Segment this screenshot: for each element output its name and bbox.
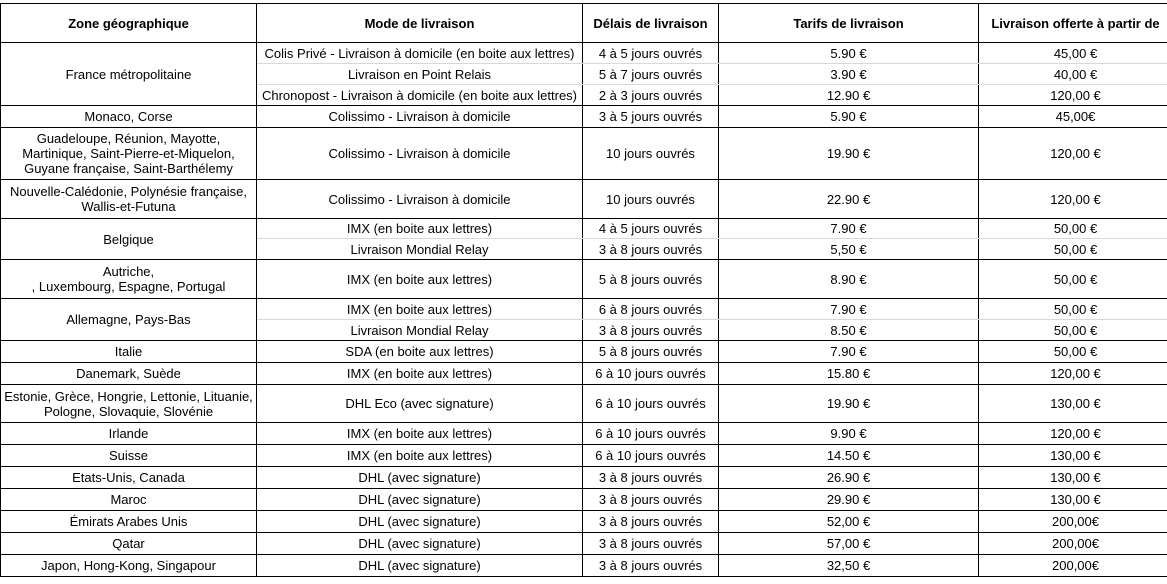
delai-cell: 6 à 8 jours ouvrés — [583, 299, 719, 320]
tarif-cell: 3.90 € — [719, 64, 979, 85]
tarif-cell: 9.90 € — [719, 423, 979, 445]
mode-cell: Livraison Mondial Relay — [257, 320, 583, 341]
mode-cell: Chronopost - Livraison à domicile (en boite aux lettres) — [257, 85, 583, 106]
tarif-cell: 29.90 € — [719, 489, 979, 511]
table-row — [1, 385, 1167, 423]
zone-line: Irlande — [1, 426, 256, 441]
offert-cell: 50,00 € — [979, 260, 1167, 299]
offert-cell: 200,00€ — [979, 555, 1167, 577]
table-row — [1, 489, 1167, 511]
zone-line: Wallis-et-Futuna — [1, 199, 256, 214]
tarif-cell: 5.90 € — [719, 106, 979, 128]
table-row — [1, 43, 1167, 64]
zone-cell — [1, 128, 257, 180]
zone-line: France métropolitaine — [1, 67, 256, 82]
zone-line: Suisse — [1, 448, 256, 463]
mode-cell: IMX (en boite aux lettres) — [257, 299, 583, 320]
tarif-cell: 8.90 € — [719, 260, 979, 299]
tarif-cell: 57,00 € — [719, 533, 979, 555]
mode-cell: DHL (avec signature) — [257, 511, 583, 533]
tarif-cell: 14.50 € — [719, 445, 979, 467]
table-row — [1, 180, 1167, 219]
delai-cell: 3 à 5 jours ouvrés — [583, 106, 719, 128]
mode-cell: Livraison Mondial Relay — [257, 239, 583, 260]
zone-cell — [1, 219, 257, 260]
zone-cell — [1, 445, 257, 467]
tarif-cell: 7.90 € — [719, 341, 979, 363]
table-row — [1, 445, 1167, 467]
tarif-cell: 19.90 € — [719, 385, 979, 423]
offert-cell: 130,00 € — [979, 489, 1167, 511]
offert-cell: 120,00 € — [979, 180, 1167, 219]
offert-cell: 120,00 € — [979, 363, 1167, 385]
zone-cell — [1, 555, 257, 577]
offert-cell: 50,00 € — [979, 320, 1167, 341]
mode-cell: DHL (avec signature) — [257, 467, 583, 489]
zone-line: Guadeloupe, Réunion, Mayotte, — [1, 131, 256, 146]
mode-cell: SDA (en boite aux lettres) — [257, 341, 583, 363]
zone-line: Émirats Arabes Unis — [1, 514, 256, 529]
zone-cell — [1, 511, 257, 533]
zone-cell — [1, 43, 257, 106]
offert-cell: 200,00€ — [979, 511, 1167, 533]
delai-cell: 3 à 8 jours ouvrés — [583, 511, 719, 533]
tarif-cell: 5.90 € — [719, 43, 979, 64]
offert-cell: 120,00 € — [979, 423, 1167, 445]
delai-cell: 3 à 8 jours ouvrés — [583, 320, 719, 341]
offert-cell: 200,00€ — [979, 533, 1167, 555]
tarif-cell: 52,00 € — [719, 511, 979, 533]
table-row — [1, 533, 1167, 555]
mode-cell: DHL Eco (avec signature) — [257, 385, 583, 423]
offert-cell: 120,00 € — [979, 85, 1167, 106]
tarif-cell: 26.90 € — [719, 467, 979, 489]
offert-cell: 50,00 € — [979, 219, 1167, 239]
delai-cell: 3 à 8 jours ouvrés — [583, 489, 719, 511]
shipping-rates-table — [0, 3, 1167, 577]
mode-cell: IMX (en boite aux lettres) — [257, 219, 583, 239]
offert-cell: 130,00 € — [979, 385, 1167, 423]
delai-cell: 3 à 8 jours ouvrés — [583, 239, 719, 260]
table-row — [1, 341, 1167, 363]
tarif-cell: 5,50 € — [719, 239, 979, 260]
offert-cell: 50,00 € — [979, 341, 1167, 363]
header-mode: Mode de livraison — [257, 4, 583, 43]
zone-line: Danemark, Suède — [1, 366, 256, 381]
header-zone: Zone géographique — [1, 4, 257, 43]
zone-line: Guyane française, Saint-Barthélemy — [1, 161, 256, 176]
zone-line: Belgique — [1, 232, 256, 247]
zone-line: Qatar — [1, 536, 256, 551]
tarif-cell: 19.90 € — [719, 128, 979, 180]
table-row — [1, 555, 1167, 577]
tarif-cell: 32,50 € — [719, 555, 979, 577]
offert-cell: 130,00 € — [979, 467, 1167, 489]
zone-cell — [1, 106, 257, 128]
delai-cell: 6 à 10 jours ouvrés — [583, 363, 719, 385]
delai-cell: 3 à 8 jours ouvrés — [583, 467, 719, 489]
table-row — [1, 219, 1167, 239]
offert-cell: 50,00 € — [979, 299, 1167, 320]
mode-cell: Colissimo - Livraison à domicile — [257, 180, 583, 219]
zone-line: Italie — [1, 344, 256, 359]
mode-cell: IMX (en boite aux lettres) — [257, 423, 583, 445]
zone-cell — [1, 299, 257, 341]
table-row — [1, 260, 1167, 299]
table-row — [1, 423, 1167, 445]
delai-cell: 2 à 3 jours ouvrés — [583, 85, 719, 106]
zone-cell — [1, 260, 257, 299]
delai-cell: 4 à 5 jours ouvrés — [583, 43, 719, 64]
zone-line: Autriche, — [1, 264, 256, 279]
header-offert: Livraison offerte à partir de — [979, 4, 1167, 43]
offert-cell: 130,00 € — [979, 445, 1167, 467]
mode-cell: IMX (en boite aux lettres) — [257, 363, 583, 385]
zone-line: Pologne, Slovaquie, Slovénie — [1, 404, 256, 419]
zone-cell — [1, 385, 257, 423]
mode-cell: IMX (en boite aux lettres) — [257, 445, 583, 467]
zone-line: Estonie, Grèce, Hongrie, Lettonie, Lituanie, — [1, 389, 256, 404]
zone-line: Martinique, Saint-Pierre-et-Miquelon, — [1, 146, 256, 161]
delai-cell: 6 à 10 jours ouvrés — [583, 423, 719, 445]
zone-line: Nouvelle-Calédonie, Polynésie française, — [1, 184, 256, 199]
table-row — [1, 511, 1167, 533]
mode-cell: Colissimo - Livraison à domicile — [257, 106, 583, 128]
delai-cell: 6 à 10 jours ouvrés — [583, 445, 719, 467]
table-row — [1, 363, 1167, 385]
offert-cell: 120,00 € — [979, 128, 1167, 180]
mode-cell: Colis Privé - Livraison à domicile (en boite aux lettres) — [257, 43, 583, 64]
tarif-cell: 7.90 € — [719, 299, 979, 320]
mode-cell: DHL (avec signature) — [257, 533, 583, 555]
mode-cell: Livraison en Point Relais — [257, 64, 583, 85]
delai-cell: 3 à 8 jours ouvrés — [583, 533, 719, 555]
zone-cell — [1, 489, 257, 511]
table-row — [1, 106, 1167, 128]
delai-cell: 10 jours ouvrés — [583, 128, 719, 180]
tarif-cell: 15.80 € — [719, 363, 979, 385]
delai-cell: 10 jours ouvrés — [583, 180, 719, 219]
zone-cell — [1, 341, 257, 363]
offert-cell: 50,00 € — [979, 239, 1167, 260]
mode-cell: IMX (en boite aux lettres) — [257, 260, 583, 299]
zone-cell — [1, 533, 257, 555]
offert-cell: 45,00 € — [979, 43, 1167, 64]
zone-cell — [1, 423, 257, 445]
zone-line: Etats-Unis, Canada — [1, 470, 256, 485]
tarif-cell: 8.50 € — [719, 320, 979, 341]
header-delai: Délais de livraison — [583, 4, 719, 43]
zone-cell — [1, 363, 257, 385]
table-row — [1, 128, 1167, 180]
zone-line: Japon, Hong-Kong, Singapour — [1, 558, 256, 573]
tarif-cell: 7.90 € — [719, 219, 979, 239]
zone-line: , Luxembourg, Espagne, Portugal — [1, 279, 256, 294]
delai-cell: 6 à 10 jours ouvrés — [583, 385, 719, 423]
mode-cell: Colissimo - Livraison à domicile — [257, 128, 583, 180]
tarif-cell: 22.90 € — [719, 180, 979, 219]
zone-line: Monaco, Corse — [1, 109, 256, 124]
tarif-cell: 12.90 € — [719, 85, 979, 106]
offert-cell: 40,00 € — [979, 64, 1167, 85]
table-row — [1, 299, 1167, 320]
delai-cell: 4 à 5 jours ouvrés — [583, 219, 719, 239]
zone-line: Maroc — [1, 492, 256, 507]
header-tarif: Tarifs de livraison — [719, 4, 979, 43]
mode-cell: DHL (avec signature) — [257, 489, 583, 511]
delai-cell: 3 à 8 jours ouvrés — [583, 555, 719, 577]
delai-cell: 5 à 8 jours ouvrés — [583, 341, 719, 363]
delai-cell: 5 à 7 jours ouvrés — [583, 64, 719, 85]
table-row — [1, 467, 1167, 489]
zone-line: Allemagne, Pays-Bas — [1, 312, 256, 327]
delai-cell: 5 à 8 jours ouvrés — [583, 260, 719, 299]
zone-cell — [1, 467, 257, 489]
header-row — [1, 4, 1167, 43]
offert-cell: 45,00€ — [979, 106, 1167, 128]
mode-cell: DHL (avec signature) — [257, 555, 583, 577]
zone-cell — [1, 180, 257, 219]
